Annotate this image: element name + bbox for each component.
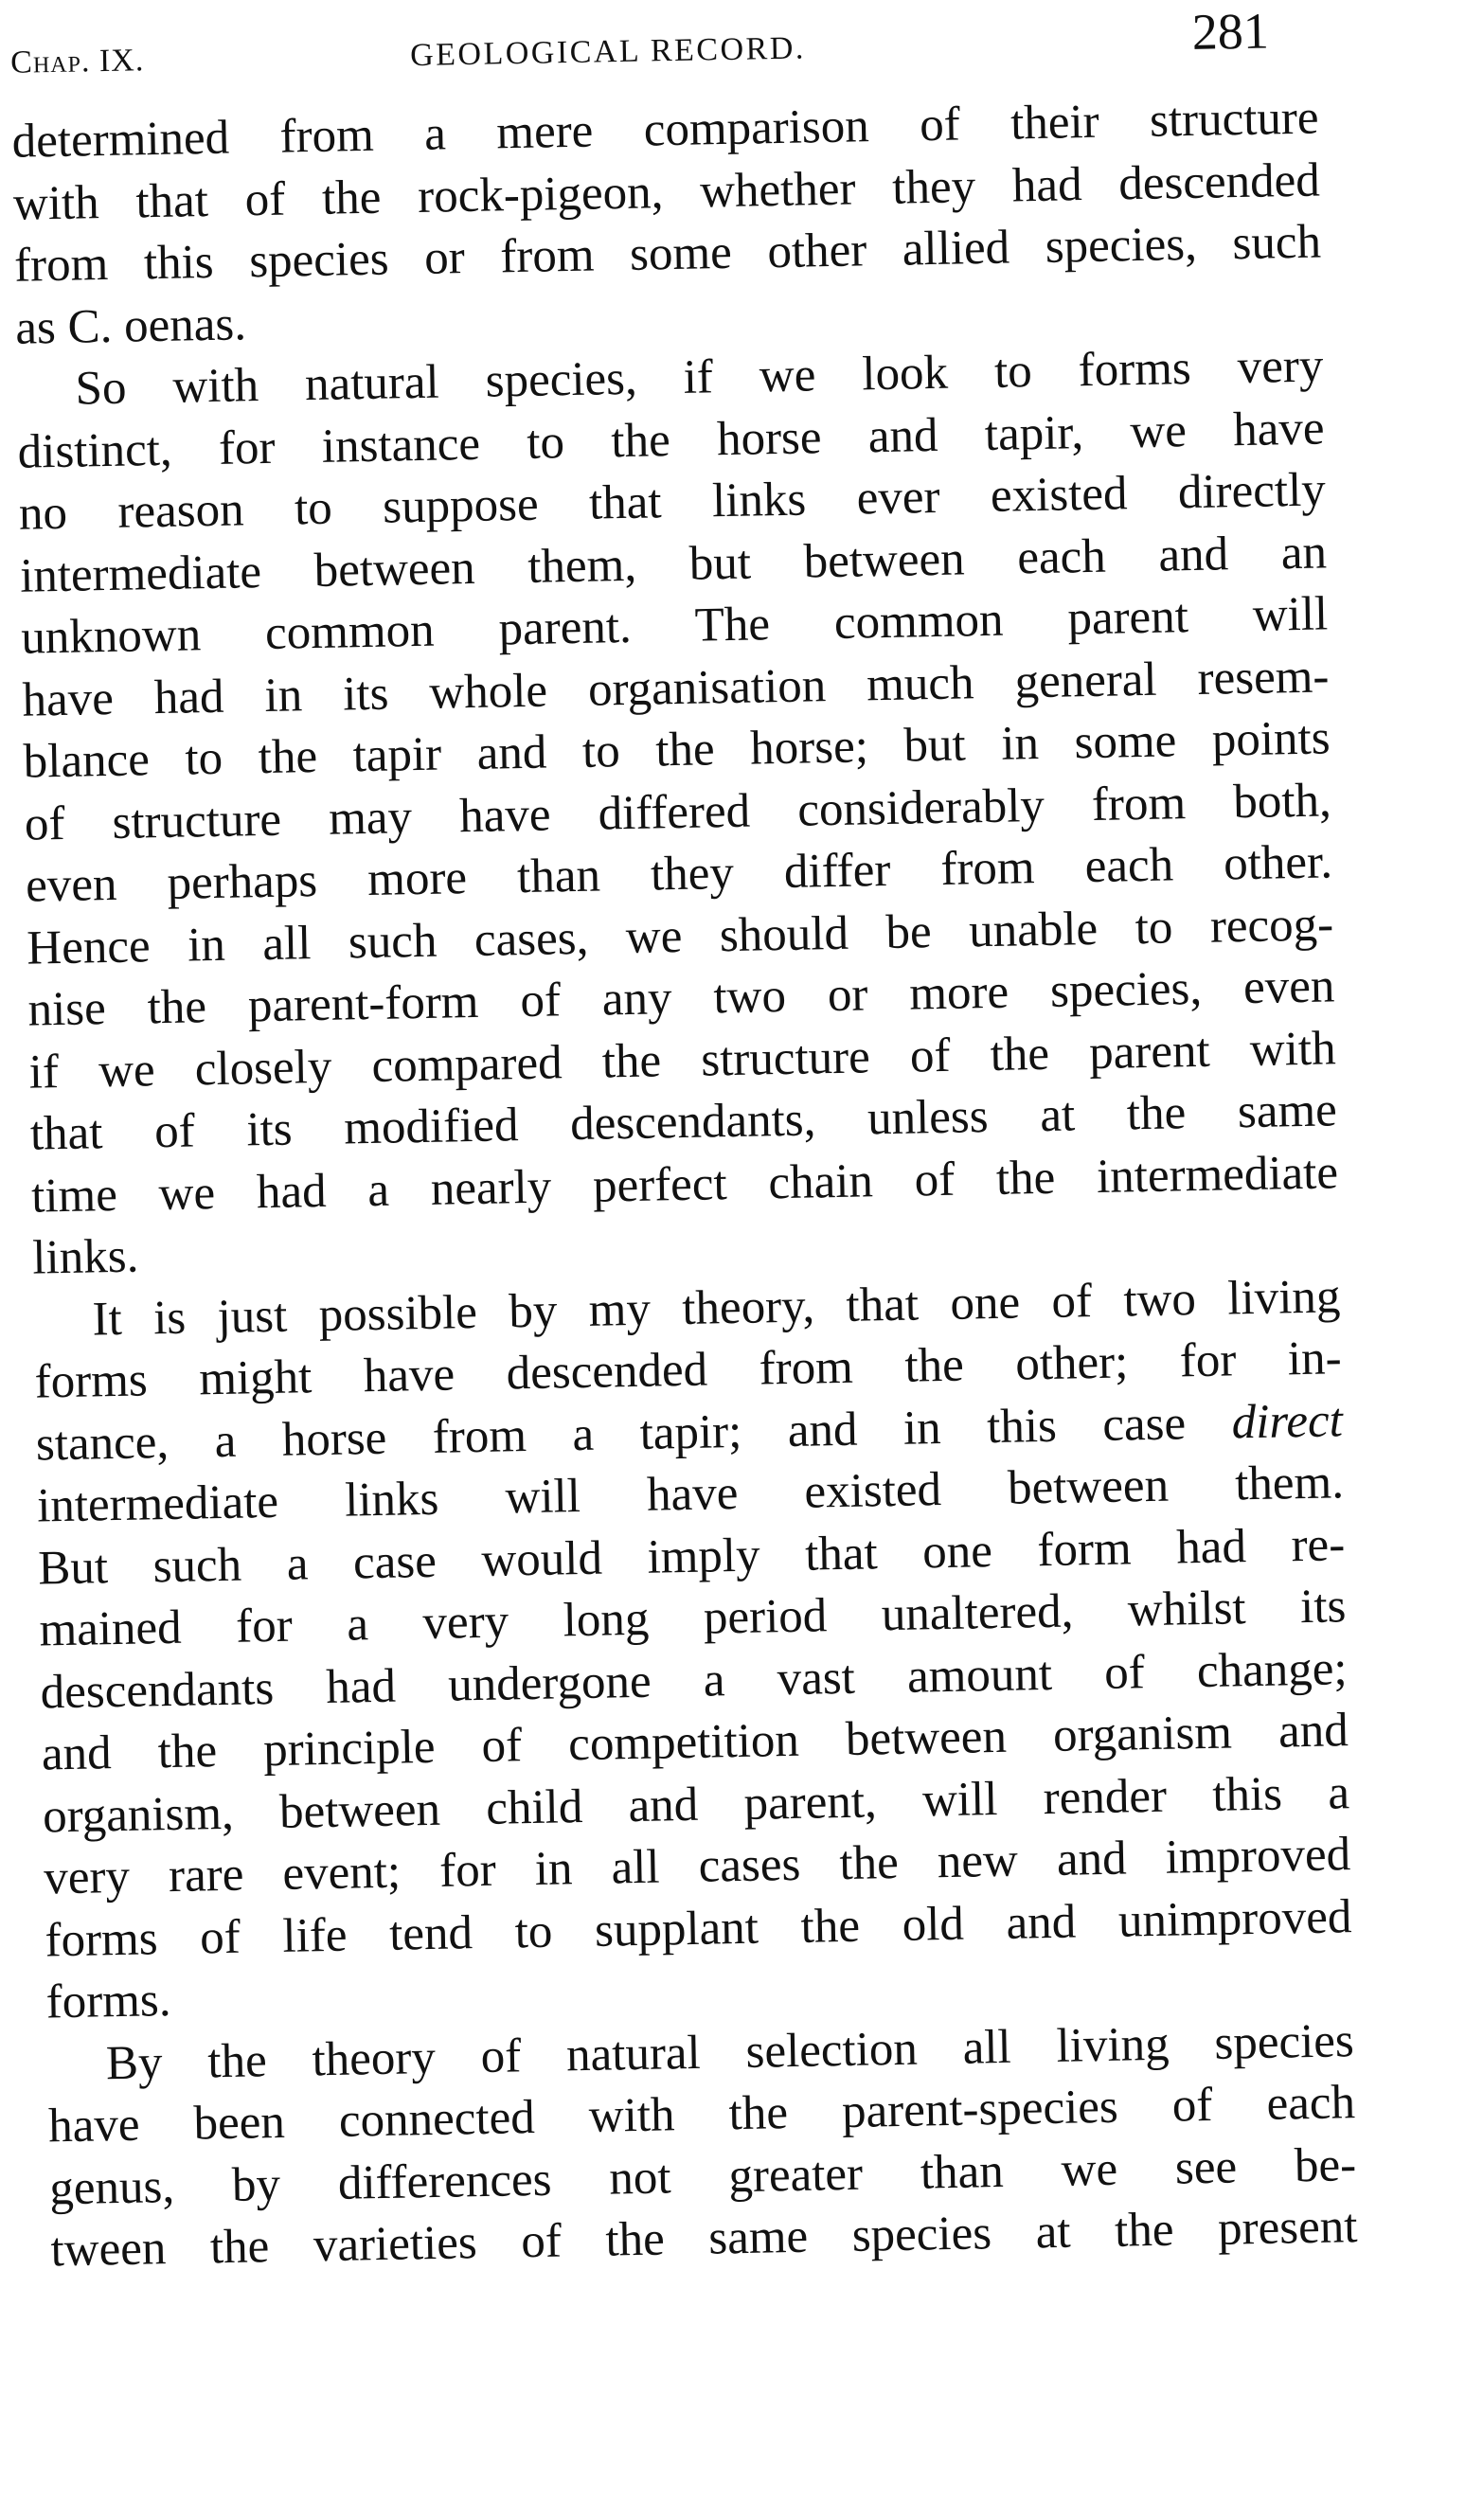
text-line: Hence in all such cases, we should be unable to recog- — [26, 897, 1334, 975]
text-line: forms. — [45, 1974, 171, 2029]
text-line: By the theory of natural selection all living species — [105, 2013, 1355, 2090]
text-line: and the principle of competition between organism and — [41, 1704, 1349, 1781]
text-line: time we had a nearly perfect chain of the intermediate — [30, 1145, 1339, 1224]
text-line: organism, between child and parent, will render this a — [42, 1765, 1350, 1843]
text-line: forms of life tend to supplant the old and unimproved — [45, 1889, 1352, 1967]
text-line: forms might have descended from the other; for in- — [34, 1331, 1343, 1409]
text-line: if we closely compared the structure of the parent with — [28, 1021, 1337, 1099]
text-line: from this species or from some other allied species, such — [13, 215, 1322, 293]
text-line: as C. oenas. — [14, 296, 247, 355]
text-line: unknown common parent. The common parent will — [20, 587, 1329, 665]
paragraph-2 — [16, 335, 1340, 1290]
text-line: distinct, for instance to the horse and tapir, we have — [17, 401, 1326, 479]
text-line: mained for a very long period unaltered, whilst its — [39, 1580, 1347, 1657]
text-line: have had in its whole organisation much general resem- — [22, 649, 1330, 727]
text-line: have been connected with the parent-species of each — [47, 2076, 1356, 2154]
paragraph-4 — [46, 2011, 1358, 2282]
paragraph-1 — [11, 88, 1323, 360]
running-title: GEOLOGICAL RECORD. — [409, 30, 807, 74]
text-line: It is just possible by my theory, that one of two living — [92, 1269, 1341, 1346]
text-line: determined from a mere comparison of their structure — [11, 91, 1320, 169]
body-text — [11, 88, 1358, 2282]
italic-word: direct — [1231, 1393, 1344, 1449]
text-line: blance to the tapir and to the horse; but in some points — [23, 711, 1331, 789]
text-run: stance, a horse from a tapir; and in this case — [35, 1395, 1233, 1472]
text-line: descendants had undergone a vast amount of change; — [40, 1641, 1349, 1720]
paragraph-3 — [33, 1266, 1353, 2034]
text-line: tween the varieties of the same species at the present — [50, 2200, 1358, 2278]
text-line: So with natural species, if we look to forms very — [75, 339, 1324, 416]
text-line: genus, by differences not greater than we see be- — [48, 2137, 1357, 2215]
text-line: even perhaps more than they differ from each other. — [25, 835, 1333, 913]
text-line: But such a case would imply that one form had re- — [37, 1517, 1346, 1596]
text-line: of structure may have differed considerably from both, — [24, 773, 1332, 851]
text-line: very rare event; for in all cases the new and improved — [43, 1828, 1351, 1905]
running-header — [9, 0, 1279, 83]
chapter-label: Chap. IX. — [9, 43, 145, 80]
text-line: that of its modified descendants, unless at the same — [29, 1083, 1338, 1161]
text-line: intermediate between them, but between each and an — [19, 525, 1328, 603]
text-line: nise the parent-form of any two or more species, even — [27, 959, 1335, 1037]
text-line: links. — [31, 1229, 139, 1285]
text-line: with that of the rock-pigeon, whether they had descended — [12, 152, 1321, 231]
text-line: no reason to suppose that links ever existed directly — [18, 463, 1327, 541]
text-line: intermediate links will have existed between them. — [36, 1456, 1345, 1533]
page-number: 281 — [1191, 2, 1270, 61]
